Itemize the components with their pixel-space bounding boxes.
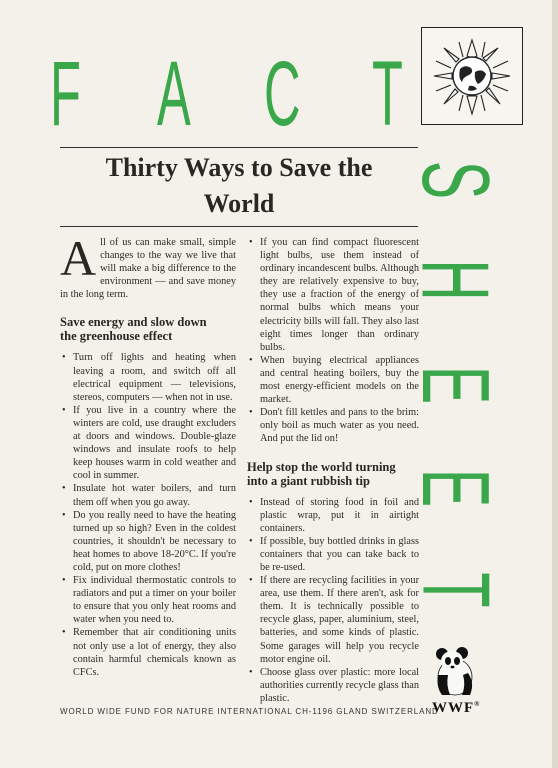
page-title-line-1: Thirty Ways to Save the	[105, 153, 373, 182]
list-item: • Fix individual thermostatic controls to radiators and put a timer on your boiler to ensure that you only heat rooms and water when you need to.	[60, 574, 236, 626]
sun-earth-icon	[422, 28, 522, 124]
section-heading-rubbish-line-2: into a giant rubbish tip	[247, 473, 370, 488]
list-item: • Remember that air conditioning units not only use a lot of energy, they also contain harmful chemicals known as CFCs.	[60, 626, 236, 678]
sheet-letter-s: S	[402, 160, 509, 200]
sheet-letter-h: H	[401, 259, 509, 301]
intro-dropcap: A	[60, 230, 97, 286]
list-item: • Insulate hot water boilers, and turn them off when you go away.	[60, 482, 236, 508]
sheet-letter-t: T	[401, 572, 509, 608]
energy-tips-list	[60, 351, 236, 678]
section-heading-energy	[60, 315, 236, 343]
section-heading-rubbish-line-1: Help stop the world turning	[247, 459, 396, 474]
rubbish-tips-list	[247, 496, 419, 706]
panda-icon	[428, 645, 480, 697]
energy-tips-list-continued	[247, 236, 419, 446]
section-heading-energy-line-2: the greenhouse effect	[60, 329, 173, 344]
intro-paragraph	[60, 230, 236, 301]
list-item: • Do you really need to have the heating turned up so high? Even in the coldest countries, it shouldn't be necessary to heat homes to above 18-20°C. If you're cold, put on more clothes!	[60, 509, 236, 574]
footer-address: WORLD WIDE FUND FOR NATURE INTERNATIONAL CH-1196 GLAND SWITZERLAND	[60, 707, 439, 716]
list-item: • If possible, buy bottled drinks in glass containers that you can take back to be re-used.	[247, 535, 419, 574]
page-edge	[552, 0, 558, 768]
section-heading-rubbish	[247, 460, 419, 488]
fact-letter-a: A	[157, 43, 191, 145]
list-item: • Choose glass over plastic: more local authorities currently recycle glass than plastic.	[247, 666, 419, 705]
intro-text: ll of us can make small, simple changes to the way we live that will make a big difference to the environment — and save money in the long term.	[60, 237, 236, 301]
list-item: • If you can find compact fluorescent light bulbs, use them instead of ordinary incandescent bulbs. Although they are relatively expensive to buy, they use a fraction of the energy of normal bulbs which means your electricity bills will fall. They also last eight times longer than ordinary bulbs.	[247, 236, 419, 354]
left-column	[60, 230, 236, 691]
right-column	[247, 236, 419, 717]
fact-letter-t: T	[372, 43, 403, 145]
list-item: • Instead of storing food in foil and plastic wrap, put it in airtight containers.	[247, 496, 419, 535]
list-item: • Turn off lights and heating when leaving a room, and switch off all electrical equipment — televisions, stereos, computers — when not in use.	[60, 351, 236, 403]
page-title	[60, 150, 418, 222]
wwf-wordmark-text: WWF	[432, 700, 475, 716]
fact-letter-f: F	[50, 43, 81, 145]
page-title-line-2: World	[203, 189, 275, 218]
sheet-letter-e2: E	[402, 468, 509, 508]
list-item: • When buying electrical appliances and central heating boilers, buy the most energy-efficient models on the market.	[247, 354, 419, 406]
registered-mark: ®	[474, 700, 481, 708]
wwf-wordmark	[432, 700, 480, 717]
list-item: • If you live in a country where the winters are cold, use draught excluders at doors and windows. Double-glaze windows and insulate roofs to help keep houses warm in cold weather and cool in summer.	[60, 404, 236, 483]
list-item: • Don't fill kettles and pans to the brim: only boil as much water as you need. And put the lid on!	[247, 406, 419, 445]
section-heading-energy-line-1: Save energy and slow down	[60, 315, 207, 330]
sun-earth-logo	[421, 27, 523, 125]
list-item: • If there are recycling facilities in your area, use them. If there aren't, ask for them. It is technically possible to recycle glass, paper, aluminium, steel, batteries, and some kinds of plastic. Some garages will help you recycle motor engine oil.	[247, 574, 419, 666]
title-top-rule	[60, 147, 418, 148]
fact-letter-c: C	[264, 43, 301, 145]
title-bottom-rule	[60, 226, 418, 227]
sheet-vertical-band	[401, 140, 509, 620]
sheet-letter-e1: E	[402, 365, 509, 405]
